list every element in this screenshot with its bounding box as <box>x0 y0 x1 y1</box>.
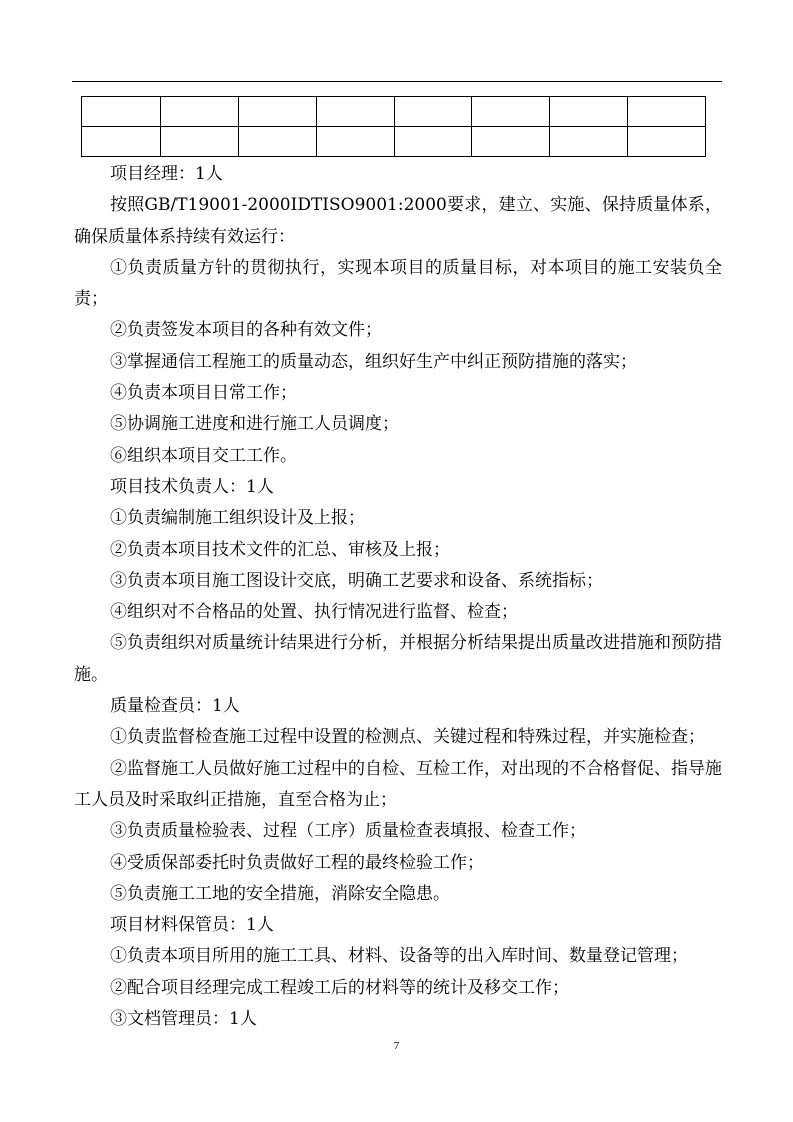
paragraph: ②配合项目经理完成工程竣工后的材料等的统计及移交工作； <box>110 977 569 998</box>
header-rule <box>72 81 722 82</box>
table-cell <box>472 127 550 157</box>
paragraph: ③负责质量检验表、过程（工序）质量检查表填报、检查工作； <box>110 821 586 842</box>
paragraph: ④组织对不合格品的处置、执行情况进行监督、检查； <box>110 602 518 623</box>
table-cell <box>628 97 706 127</box>
table-cell <box>550 127 628 157</box>
paragraph: ⑤协调施工进度和进行施工人员调度； <box>110 414 399 435</box>
document-body <box>74 159 722 1035</box>
paragraph: ②监督施工人员做好施工过程中的自检、互检工作，对出现的不合格督促、指导施工人员及时采取纠正措施，直至合格为止； <box>74 758 722 810</box>
paragraph: ③掌握通信工程施工的质量动态，组织好生产中纠正预防措施的落实； <box>110 351 637 372</box>
table-cell <box>161 127 239 157</box>
paragraph: 按照GB/T19001-2000IDTISO9001:2000要求，建立、实施、保持质量体系，确保质量体系持续有效运行： <box>74 195 722 247</box>
table-cell <box>82 127 161 157</box>
paragraph: ③负责本项目施工图设计交底，明确工艺要求和设备、系统指标； <box>110 570 603 591</box>
paragraph: ④负责本项目日常工作； <box>110 383 297 404</box>
paragraph: ②负责本项目技术文件的汇总、审核及上报； <box>110 539 450 560</box>
paragraph: 项目技术负责人：1人 <box>110 476 274 497</box>
paragraph: ①负责监督检查施工过程中设置的检测点、关键过程和特殊过程，并实施检查； <box>110 727 705 748</box>
paragraph: ①负责编制施工组织设计及上报； <box>110 508 365 529</box>
table-cell <box>472 97 550 127</box>
table-cell <box>394 97 472 127</box>
table-cell <box>82 97 161 127</box>
table-row <box>82 127 706 157</box>
table-cell <box>394 127 472 157</box>
paragraph: 质量检查员：1人 <box>110 696 240 717</box>
paragraph: 项目材料保管员：1人 <box>110 915 274 936</box>
paragraph: ⑤负责施工工地的安全措施，消除安全隐患。 <box>110 883 450 904</box>
paragraph: ⑤负责组织对质量统计结果进行分析，并根据分析结果提出质量改进措施和预防措施。 <box>74 633 722 685</box>
table-cell <box>550 97 628 127</box>
paragraph: ①负责质量方针的贯彻执行，实现本项目的质量目标，对本项目的施工安装负全责； <box>74 257 722 310</box>
table-cell <box>628 127 706 157</box>
table-cell <box>161 97 239 127</box>
table-cell <box>316 97 394 127</box>
table-cell <box>238 127 316 157</box>
paragraph: ⑥组织本项目交工工作。 <box>110 445 297 466</box>
empty-table <box>81 96 706 157</box>
table-cell <box>316 127 394 157</box>
table-row <box>82 97 706 127</box>
paragraph: ④受质保部委托时负责做好工程的最终检验工作； <box>110 852 484 873</box>
paragraph: 项目经理：1人 <box>110 164 223 184</box>
page-number: 7 <box>393 1040 400 1052</box>
paragraph: ③文档管理员：1人 <box>110 1009 257 1030</box>
table-cell <box>238 97 316 127</box>
paragraph: ①负责本项目所用的施工工具、材料、设备等的出入库时间、数量登记管理； <box>110 946 688 967</box>
paragraph: ②负责签发本项目的各种有效文件； <box>110 320 382 341</box>
